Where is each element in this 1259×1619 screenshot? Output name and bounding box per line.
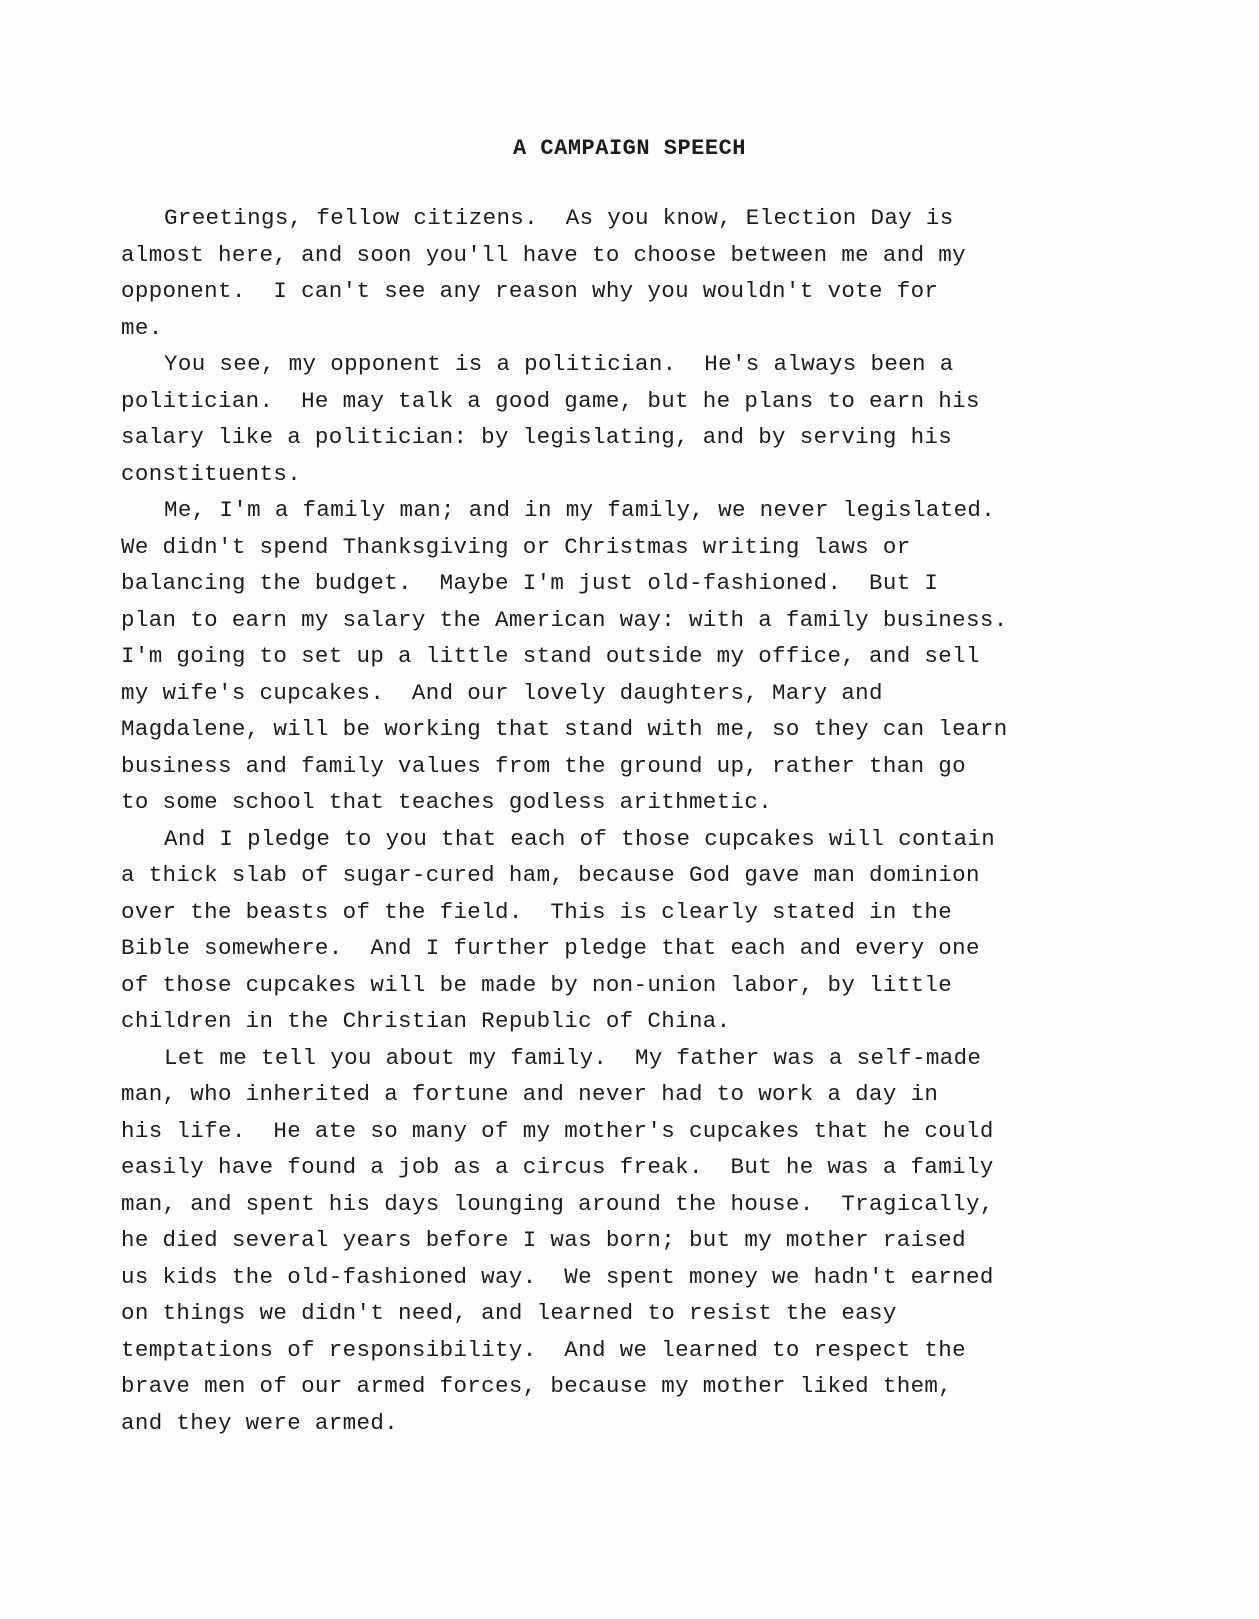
text-line: Greetings, fellow citizens. As you know, Election Day is	[164, 205, 954, 231]
text-line: temptations of responsibility. And we learned to respect the	[121, 1336, 966, 1363]
text-line: his life. He ate so many of my mother's cupcakes that he could	[121, 1117, 994, 1144]
text-line: opponent. I can't see any reason why you wouldn't vote for	[121, 278, 939, 304]
text-line: children in the Christian Republic of China.	[121, 1008, 731, 1034]
text-line: almost here, and soon you'll have to choose between me and my	[121, 241, 966, 268]
document-body	[121, 200, 1121, 1441]
text-line: And I pledge to you that each of those cupcakes will contain	[164, 825, 996, 852]
text-line: business and family values from the ground up, rather than go	[121, 752, 966, 779]
text-line: man, who inherited a fortune and never had to work a day in	[121, 1081, 939, 1107]
text-line: I'm going to set up a little stand outside my office, and sell	[121, 643, 980, 669]
document-title: A CAMPAIGN SPEECH	[513, 136, 746, 161]
text-line: You see, my opponent is a politician. He's always been a	[164, 351, 954, 377]
text-line: Magdalene, will be working that stand with me, so they can learn	[121, 716, 1008, 742]
text-line: over the beasts of the field. This is clearly stated in the	[121, 898, 953, 925]
text-line: my wife's cupcakes. And our lovely daughters, Mary and	[121, 679, 883, 706]
text-line: us kids the old-fashioned way. We spent money we hadn't earned	[121, 1263, 994, 1290]
text-line: politician. He may talk a good game, but he plans to earn his	[121, 387, 980, 414]
text-line: a thick slab of sugar-cured ham, because God gave man dominion	[121, 862, 980, 888]
text-line: Bible somewhere. And I further pledge that each and every one	[121, 935, 980, 961]
text-line: on things we didn't need, and learned to resist the easy	[121, 1300, 897, 1326]
text-line: balancing the budget. Maybe I'm just old-fashioned. But I	[121, 570, 939, 596]
text-line: he died several years before I was born; but my mother raised	[121, 1227, 966, 1253]
text-line: to some school that teaches godless arithmetic.	[121, 789, 773, 815]
text-line: man, and spent his days lounging around the house. Tragically,	[121, 1190, 994, 1217]
text-line: brave men of our armed forces, because my mother liked them,	[121, 1373, 953, 1399]
text-line: We didn't spend Thanksgiving or Christmas writing laws or	[121, 533, 911, 560]
text-line: Me, I'm a family man; and in my family, we never legislated.	[164, 497, 996, 523]
text-line: salary like a politician: by legislating, and by serving his	[121, 424, 953, 450]
text-line: Let me tell you about my family. My father was a self-made	[164, 1044, 982, 1071]
text-line: constituents.	[121, 460, 302, 487]
text-line: of those cupcakes will be made by non-union labor, by little	[121, 971, 953, 998]
text-line: easily have found a job as a circus freak. But he was a family	[121, 1154, 994, 1180]
text-line: me.	[121, 314, 163, 341]
text-line: plan to earn my salary the American way: with a family business.	[121, 606, 1008, 633]
text-line: and they were armed.	[121, 1409, 399, 1436]
